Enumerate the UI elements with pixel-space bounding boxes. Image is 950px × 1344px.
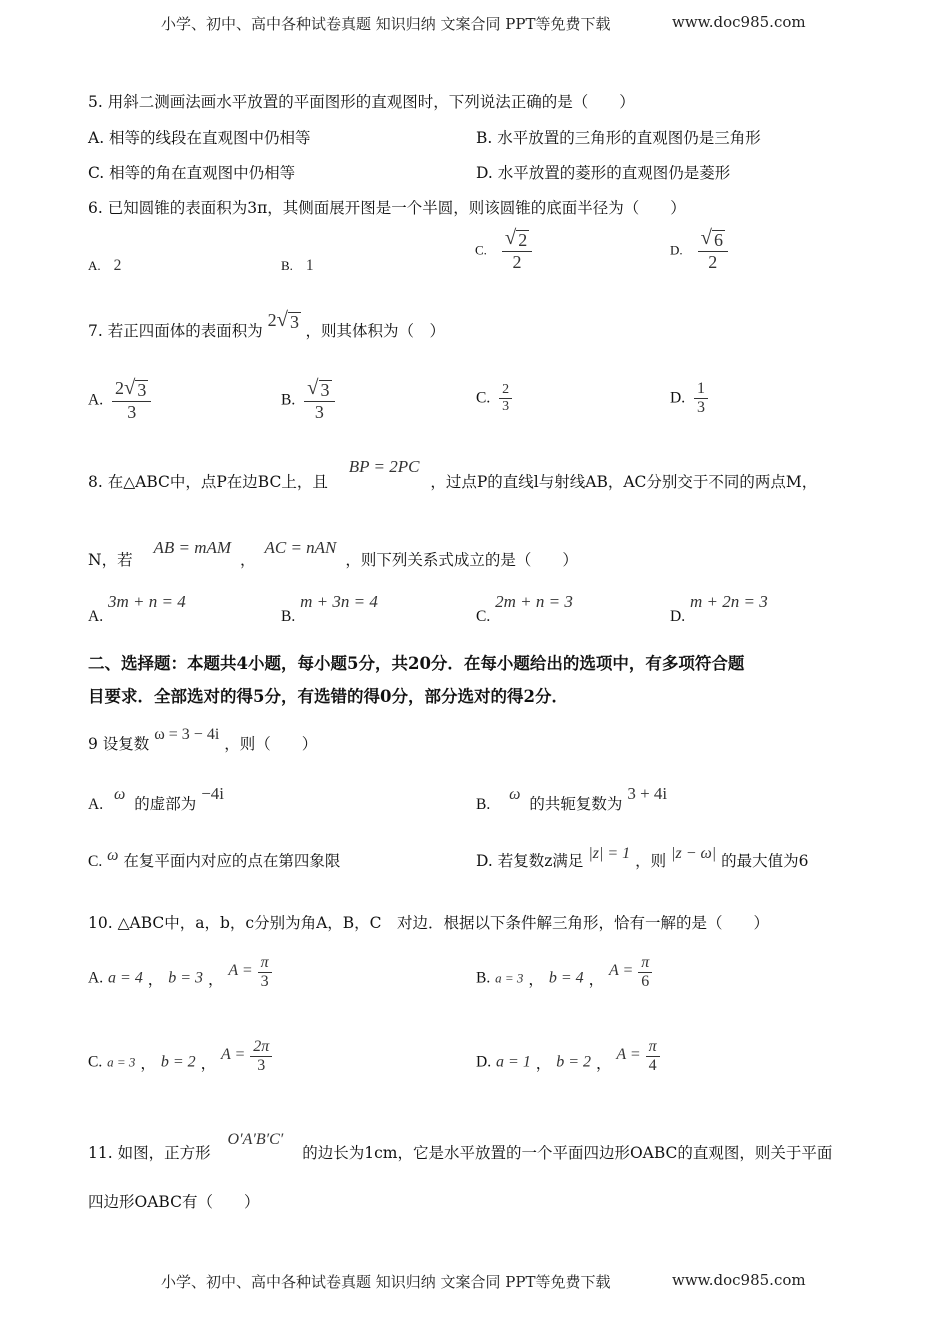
option-value: 2 (113, 257, 122, 274)
option-label: C. (88, 1053, 103, 1071)
denominator: 3 (127, 401, 137, 422)
numerator: 2 (502, 382, 510, 397)
numerator: 1 (697, 380, 706, 397)
math-expression: b = 2 (160, 1053, 196, 1071)
question-8-option-a (88, 592, 186, 625)
stem-text: 的边长为1cm，它是水平放置的一个平面四边形OABC的直观图，则关于平面 (302, 1144, 833, 1162)
question-7-stem: 7. 若正四面体的表面积为 2 √ 3 ，则其体积为（ ） (88, 309, 446, 340)
footer-url[interactable]: www.doc985.com (672, 1271, 806, 1289)
math-expression: O′A′B′C′ (227, 1131, 284, 1148)
option-label: D. (670, 389, 686, 407)
fraction: 2 √ 3 3 (112, 378, 151, 423)
stem-text: 7. 若正四面体的表面积为 (88, 322, 263, 340)
option-label: A. (88, 969, 104, 987)
question-5-stem: 5. 用斜二测画法画水平放置的平面图形的直观图时，下列说法正确的是（ ） (88, 93, 635, 111)
question-6-option-b (281, 256, 314, 275)
numerator: π (641, 954, 650, 971)
option-text: 的共轭复数为 (529, 795, 623, 813)
option-label: A. (88, 796, 104, 813)
math-expression: b = 2 (556, 1053, 591, 1071)
stem-text: N，若 (88, 551, 133, 569)
question-8-line-1 (88, 457, 818, 492)
stem-text: ，则下列关系式成立的是（ ） (345, 551, 578, 569)
question-9-option-b (476, 782, 668, 813)
fraction (694, 380, 708, 417)
option-text: 的最大值为6 (721, 852, 809, 870)
option-label: D. (476, 1053, 492, 1071)
math-expression: a = 4 (108, 969, 143, 987)
question-8-line-2 (88, 538, 578, 570)
question-6-option-c (475, 228, 532, 273)
denominator: 3 (502, 399, 510, 414)
denominator: 6 (641, 973, 650, 990)
stem-text: 9 设复数 (88, 735, 150, 753)
radicand: 3 (290, 312, 300, 332)
question-7-option-c (476, 382, 512, 415)
question-8-option-d (670, 592, 768, 625)
stem-text: ，过点P的直线l与射线AB，AC分别交于不同的两点M， (430, 473, 818, 491)
math-expression: A = (228, 961, 253, 979)
option-label: A. (88, 391, 104, 409)
math-expression: AC = nAN (264, 538, 337, 557)
question-5-option-c: C. 相等的角在直观图中仍相等 (88, 164, 296, 182)
numerator: 2π (253, 1038, 270, 1055)
denominator: 4 (648, 1057, 657, 1074)
question-10-option-d (476, 1038, 660, 1081)
option-label: C. (88, 853, 103, 870)
fraction: √ 6 2 (698, 228, 728, 273)
math-expression: 2m + n = 3 (495, 592, 573, 611)
question-10-option-b (476, 954, 652, 997)
option-value: 1 (305, 257, 314, 274)
separator: ， (528, 970, 544, 989)
separator: ， (588, 970, 605, 989)
math-expression: A = (221, 1045, 246, 1063)
separator: ， (535, 1054, 552, 1073)
question-6-option-d (670, 228, 728, 273)
fraction: √ 2 2 (502, 228, 532, 273)
fraction (250, 1038, 272, 1075)
radicand: 6 (713, 230, 723, 250)
option-label: B. (476, 796, 491, 813)
option-label: B. (281, 258, 293, 273)
radicand: 3 (320, 380, 330, 400)
question-9-option-a (88, 782, 225, 813)
denominator: 2 (512, 251, 522, 272)
stem-text: ，则（ ） (224, 735, 318, 753)
footer-ad-text: 小学、初中、高中各种试卷真题 知识归纳 文案合同 PPT等免费下载 (161, 1273, 611, 1291)
question-6-stem: 6. 已知圆锥的表面积为3π，其侧面展开图是一个半圆，则该圆锥的底面半径为（ ） (88, 199, 686, 217)
numerator: π (648, 1038, 657, 1055)
fraction (638, 954, 652, 991)
option-label: B. (281, 391, 296, 409)
math-expression: |z − ω| (671, 845, 717, 862)
separator: ， (595, 1054, 612, 1073)
math-expression: a = 3 (107, 1054, 136, 1070)
option-text: 在复平面内对应的点在第四象限 (123, 852, 341, 870)
option-label: B. (476, 969, 491, 987)
separator: ， (207, 970, 224, 989)
math-expression: AB = mAM (153, 538, 232, 557)
denominator: 3 (314, 401, 324, 422)
separator: ， (240, 551, 256, 569)
math-expression: b = 3 (168, 969, 203, 987)
math-expression: m + 2n = 3 (690, 592, 768, 611)
math-expression: |z| = 1 (588, 845, 631, 862)
separator: ， (140, 1054, 156, 1073)
stem-text: 11. 如图，正方形 (88, 1144, 211, 1162)
question-9-option-d (476, 845, 809, 871)
section-2-title-line-2: 目要求．全部选对的得5分，有选错的得0分，部分选对的得2分． (88, 687, 568, 706)
question-5-option-d: D. 水平放置的菱形的直观图仍是菱形 (476, 164, 731, 182)
option-label: C. (475, 242, 487, 258)
fraction (499, 382, 512, 415)
denominator: 3 (697, 399, 706, 416)
fraction (646, 1038, 660, 1075)
question-7-option-d (670, 380, 708, 417)
fraction: √ 3 3 (304, 378, 334, 423)
option-label: D. (670, 242, 683, 258)
option-label: C. (476, 389, 491, 407)
question-8-option-b (281, 592, 378, 625)
question-9-stem (88, 726, 318, 754)
option-label: B. (281, 608, 296, 625)
omega-symbol: ω (107, 847, 119, 864)
math-expression: b = 4 (548, 969, 584, 987)
math-expression: a = 1 (496, 1053, 531, 1071)
coefficient: 2 (267, 310, 277, 330)
option-text: 的虚部为 (134, 795, 197, 813)
option-label: A. (88, 258, 101, 273)
radicand: 2 (518, 230, 528, 250)
math-expression: −4i (201, 784, 225, 803)
question-9-option-c (88, 849, 340, 871)
question-10-option-a (88, 954, 272, 997)
coefficient: 2 (115, 378, 125, 398)
option-text: ，则 (635, 852, 667, 870)
denominator: 3 (260, 973, 269, 990)
question-8-option-c (476, 592, 573, 625)
math-expression: ω = 3 − 4i (154, 726, 220, 743)
option-text: D. 若复数z满足 (476, 852, 584, 870)
math-expression: 3 + 4i (627, 784, 668, 803)
fraction (258, 954, 272, 991)
stem-text: 8. 在△ABC中，点P在边BC上，且 (88, 473, 328, 491)
stem-text: ，则其体积为（ ） (305, 322, 446, 340)
header-ad-text: 小学、初中、高中各种试卷真题 知识归纳 文案合同 PPT等免费下载 (161, 15, 611, 33)
math-expression: a = 3 (495, 970, 524, 986)
math-expression: m + 3n = 4 (300, 592, 378, 611)
section-2-title-line-1: 二、选择题：本题共4小题，每小题5分，共20分．在每小题给出的选项中，有多项符合题 (88, 654, 745, 673)
question-7-option-a (88, 378, 151, 423)
separator: ， (147, 970, 164, 989)
math-expression: 3m + n = 4 (108, 592, 186, 611)
question-10-option-c (88, 1038, 272, 1081)
numerator: π (260, 954, 269, 971)
question-5-option-b: B. 水平放置的三角形的直观图仍是三角形 (476, 129, 761, 147)
question-6-option-a (88, 256, 121, 275)
math-expression: A = (616, 1045, 641, 1063)
option-label: D. (670, 608, 686, 625)
question-11-line-1 (88, 1131, 833, 1163)
separator: ， (200, 1054, 217, 1073)
question-11-line-2: 四边形OABC有（ ） (88, 1193, 260, 1211)
omega-symbol: ω (509, 786, 521, 803)
math-expression: BP = 2PC (348, 457, 420, 476)
question-10-stem: 10. △ABC中，a，b，c分别为角A，B，C 对边．根据以下条件解三角形，恰有一解的是（ ） (88, 914, 770, 932)
option-label: A. (88, 608, 104, 625)
denominator: 3 (257, 1057, 266, 1074)
question-7-option-b (281, 378, 335, 423)
radicand: 3 (137, 380, 147, 400)
math-expression: A = (609, 961, 634, 979)
question-5-option-a: A. 相等的线段在直观图中仍相等 (88, 129, 311, 147)
denominator: 2 (708, 251, 718, 272)
header-url[interactable]: www.doc985.com (672, 13, 806, 31)
option-label: C. (476, 608, 491, 625)
omega-symbol: ω (114, 786, 126, 803)
